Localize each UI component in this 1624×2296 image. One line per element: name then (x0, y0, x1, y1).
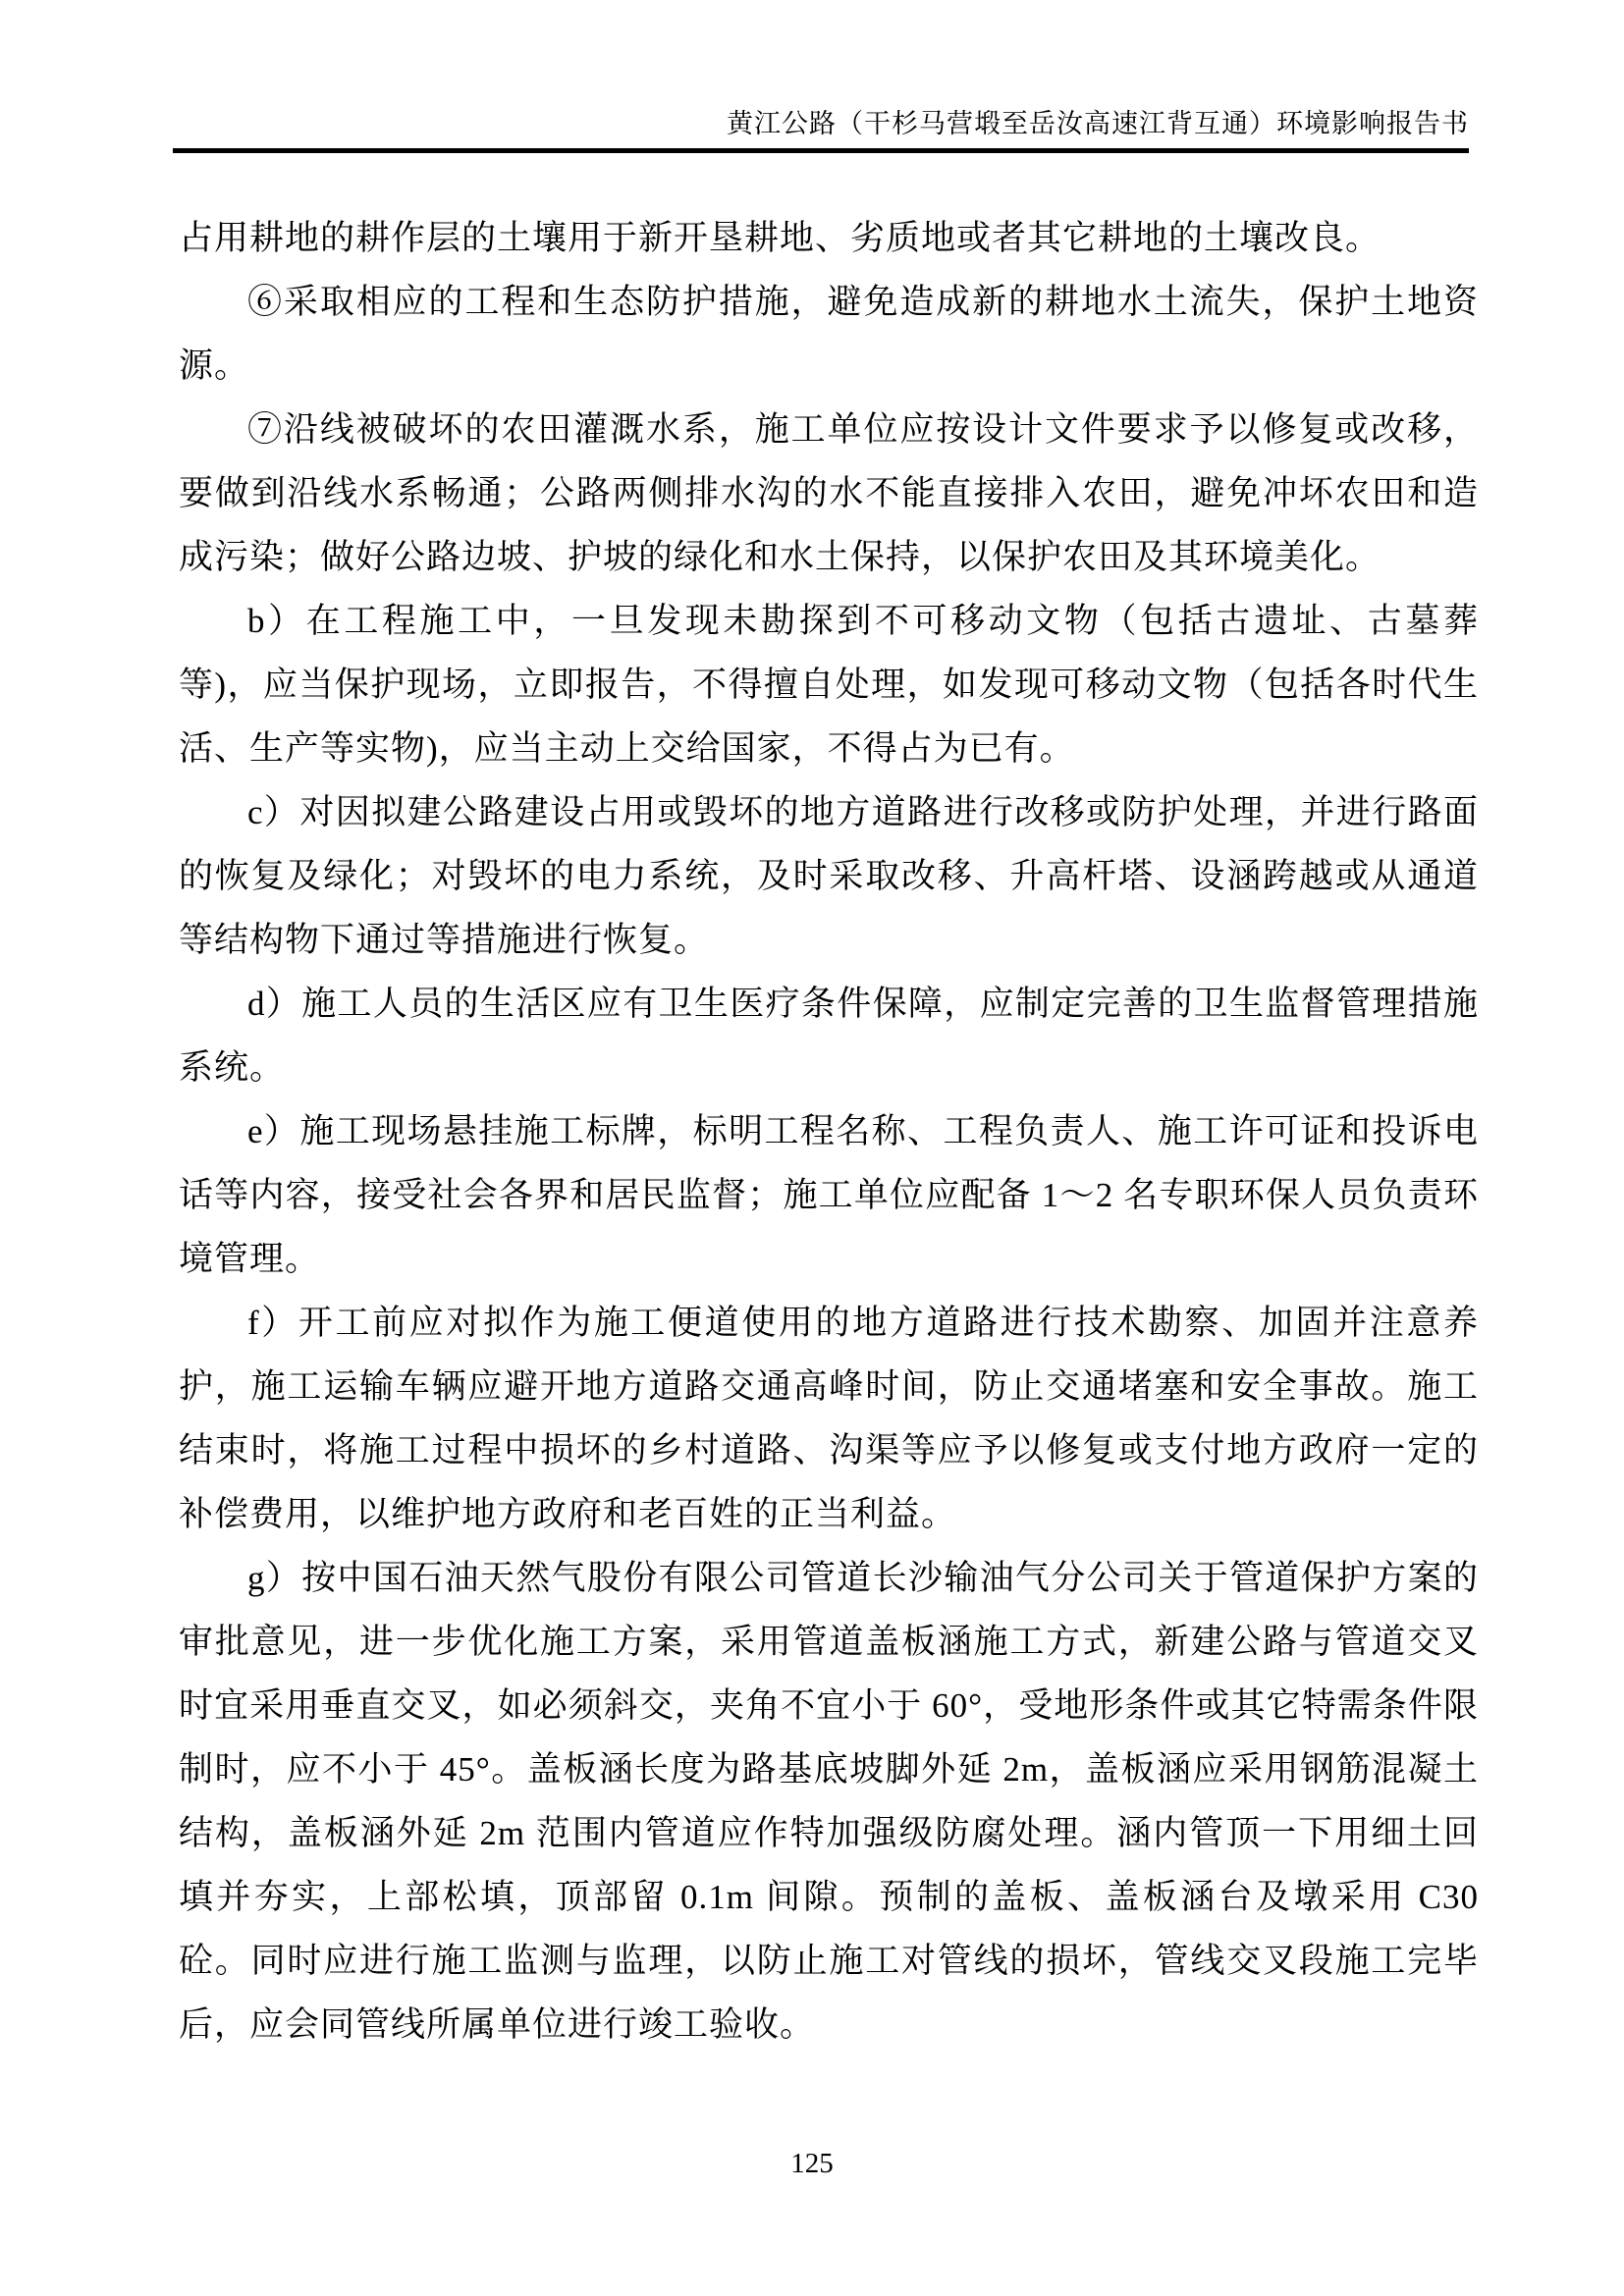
paragraph-item-7: ⑦沿线被破坏的农田灌溉水系，施工单位应按设计文件要求予以修复或改移，要做到沿线水系畅通；公路两侧排水沟的水不能直接排入农田，避免冲坏农田和造成污染；做好公路边坡、护坡的绿化和水土保持，以保护农田及其环境美化。 (179, 410, 1479, 576)
paragraph-item-g: g）按中国石油天然气股份有限公司管道长沙输油气分公司关于管道保护方案的审批意见，进一步优化施工方案，采用管道盖板涵施工方式，新建公路与管道交叉时宜采用垂直交叉，如必须斜交，夹角不宜小于 60°，受地形条件或其它特需条件限制时，应不小于 45°。盖板涵长度为路基底坡脚外延 2m，盖板涵应采用钢筋混凝土结构，盖板涵外延 2m 范围内管道应作特加强级防腐处理。涵内管顶一下用细土回填并夯实，上部松填，顶部留 0.1m 间隙。预制的盖板、盖板涵台及墩采用 C30 砼。同时应进行施工监测与监理，以防止施工对管线的损坏，管线交叉段施工完毕后，应会同管线所属单位进行竣工验收。 (179, 1559, 1479, 2044)
paragraph-item-e: e）施工现场悬挂施工标牌，标明工程名称、工程负责人、施工许可证和投诉电话等内容，接受社会各界和居民监督；施工单位应配备 1～2 名专职环保人员负责环境管理。 (179, 1112, 1479, 1278)
paragraph-continuation: 占用耕地的耕作层的土壤用于新开垦耕地、劣质地或者其它耕地的土壤改良。 (179, 219, 1381, 257)
page-number: 125 (790, 2148, 834, 2179)
document-body (179, 206, 1479, 2056)
paragraph-item-f: f）开工前应对拟作为施工便道使用的地方道路进行技术勘察、加固并注意养护，施工运输车辆应避开地方道路交通高峰时间，防止交通堵塞和安全事故。施工结束时，将施工过程中损坏的乡村道路、沟渠等应予以修复或支付地方政府一定的补偿费用，以维护地方政府和老百姓的正当利益。 (179, 1304, 1479, 1533)
page-footer (0, 2148, 1624, 2180)
paragraph-item-b: b）在工程施工中，一旦发现未勘探到不可移动文物（包括古遗址、古墓葬等)，应当保护现场，立即报告，不得擅自处理，如发现可移动文物（包括各时代生活、生产等实物)，应当主动上交给国家，不得占为已有。 (179, 602, 1479, 768)
page-header (175, 104, 1469, 143)
paragraph-item-c: c）对因拟建公路建设占用或毁坏的地方道路进行改移或防护处理，并进行路面的恢复及绿化；对毁坏的电力系统，及时采取改移、升高杆塔、设涵跨越或从通道等结构物下通过等措施进行恢复。 (179, 793, 1479, 959)
header-rule (173, 148, 1469, 153)
paragraph-item-6: ⑥采取相应的工程和生态防护措施，避免造成新的耕地水土流失，保护土地资源。 (179, 283, 1479, 385)
header-title: 黄江公路（干杉马营塅至岳汝高速江背互通）环境影响报告书 (727, 109, 1469, 138)
paragraph-item-d: d）施工人员的生活区应有卫生医疗条件保障，应制定完善的卫生监督管理措施系统。 (179, 985, 1479, 1087)
